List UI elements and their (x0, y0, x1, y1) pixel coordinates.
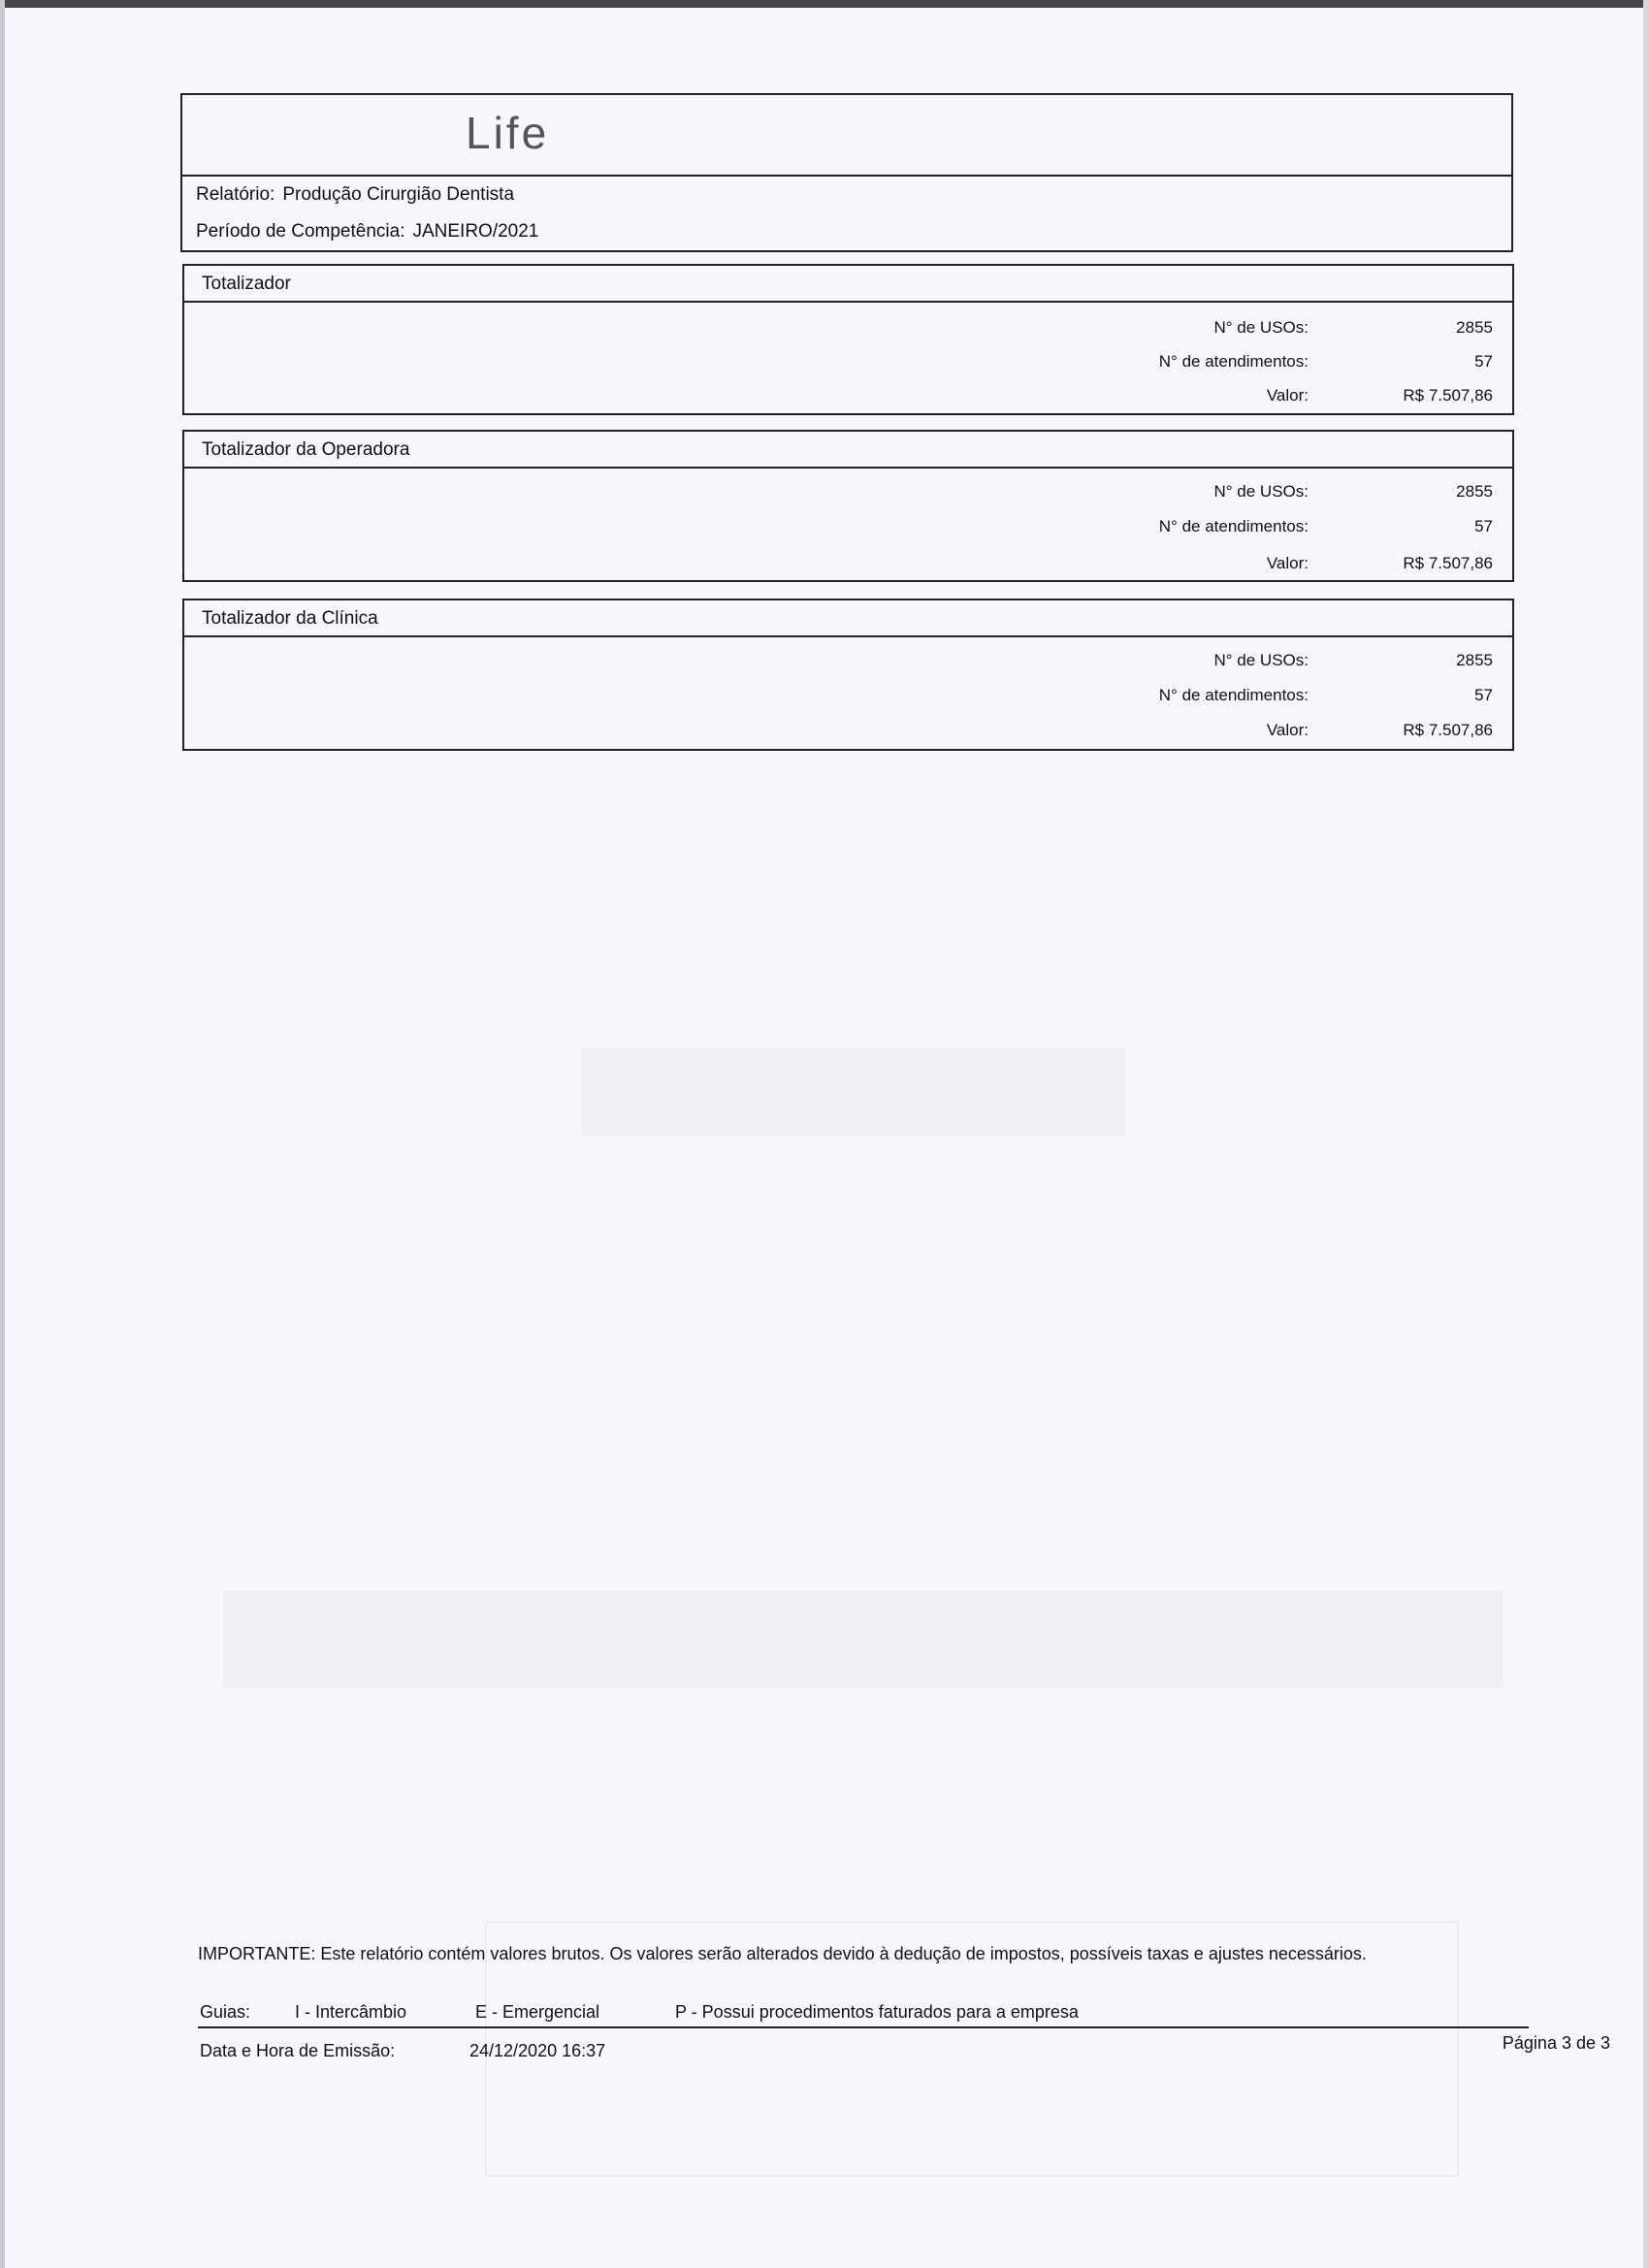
report-value: Produção Cirurgião Dentista (282, 184, 515, 205)
bleed-through-shadow (582, 1048, 1125, 1135)
usos-label: N° de USOs: (1213, 318, 1309, 337)
atendimentos-value: 57 (1474, 686, 1493, 704)
guia-intercambio: I - Intercâmbio (295, 2002, 407, 2022)
scan-edge-left (0, 0, 5, 2268)
period-label: Período de Competência: (196, 221, 405, 242)
bleed-through-shadow (223, 1591, 1504, 1688)
section-title: Totalizador da Operadora (184, 432, 1512, 469)
footer-divider (198, 2026, 1529, 2028)
atendimentos-label: N° de atendimentos: (1158, 517, 1309, 535)
scan-edge-right (1643, 0, 1649, 2268)
usos-label: N° de USOs: (1213, 651, 1309, 669)
guias-label: Guias: (200, 2002, 251, 2022)
valor-value: R$ 7.507,86 (1403, 554, 1493, 572)
period-line (196, 221, 538, 243)
valor-label: Valor: (1266, 554, 1309, 572)
usos-label: N° de USOs: (1213, 482, 1309, 501)
report-name-line (196, 184, 514, 206)
atendimentos-label: N° de atendimentos: (1158, 686, 1309, 704)
guia-emergencial: E - Emergencial (475, 2002, 600, 2022)
atendimentos-value: 57 (1474, 517, 1493, 535)
valor-label: Valor: (1266, 386, 1309, 405)
important-note: IMPORTANTE: Este relatório contém valores brutos. Os valores serão alterados devido à dedução de impostos, possíveis taxas e ajustes necessários. (198, 1944, 1367, 1963)
logo-row (182, 95, 1511, 177)
valor-label: Valor: (1266, 721, 1309, 739)
period-value: JANEIRO/2021 (412, 221, 539, 242)
usos-value: 2855 (1456, 318, 1493, 337)
atendimentos-label: N° de atendimentos: (1158, 352, 1309, 371)
emission-label: Data e Hora de Emissão: (200, 2041, 396, 2060)
scan-edge-top (0, 0, 1649, 8)
guia-empresa: P - Possui procedimentos faturados para a empresa (675, 2002, 1079, 2022)
valor-value: R$ 7.507,86 (1403, 721, 1493, 739)
section-title: Totalizador da Clínica (184, 600, 1512, 637)
usos-value: 2855 (1456, 482, 1493, 501)
atendimentos-value: 57 (1474, 352, 1493, 371)
report-header (180, 93, 1513, 252)
usos-value: 2855 (1456, 651, 1493, 669)
page-number: Página 3 de 3 (1502, 2033, 1610, 2053)
emission-value: 24/12/2020 16:37 (469, 2041, 606, 2060)
totalizador-section (182, 264, 1514, 415)
valor-value: R$ 7.507,86 (1403, 386, 1493, 405)
totalizador-clinica-section (182, 599, 1514, 751)
company-logo: Life (466, 108, 550, 158)
totalizador-operadora-section (182, 430, 1514, 582)
section-title: Totalizador (184, 266, 1512, 303)
report-label: Relatório: (196, 184, 275, 205)
